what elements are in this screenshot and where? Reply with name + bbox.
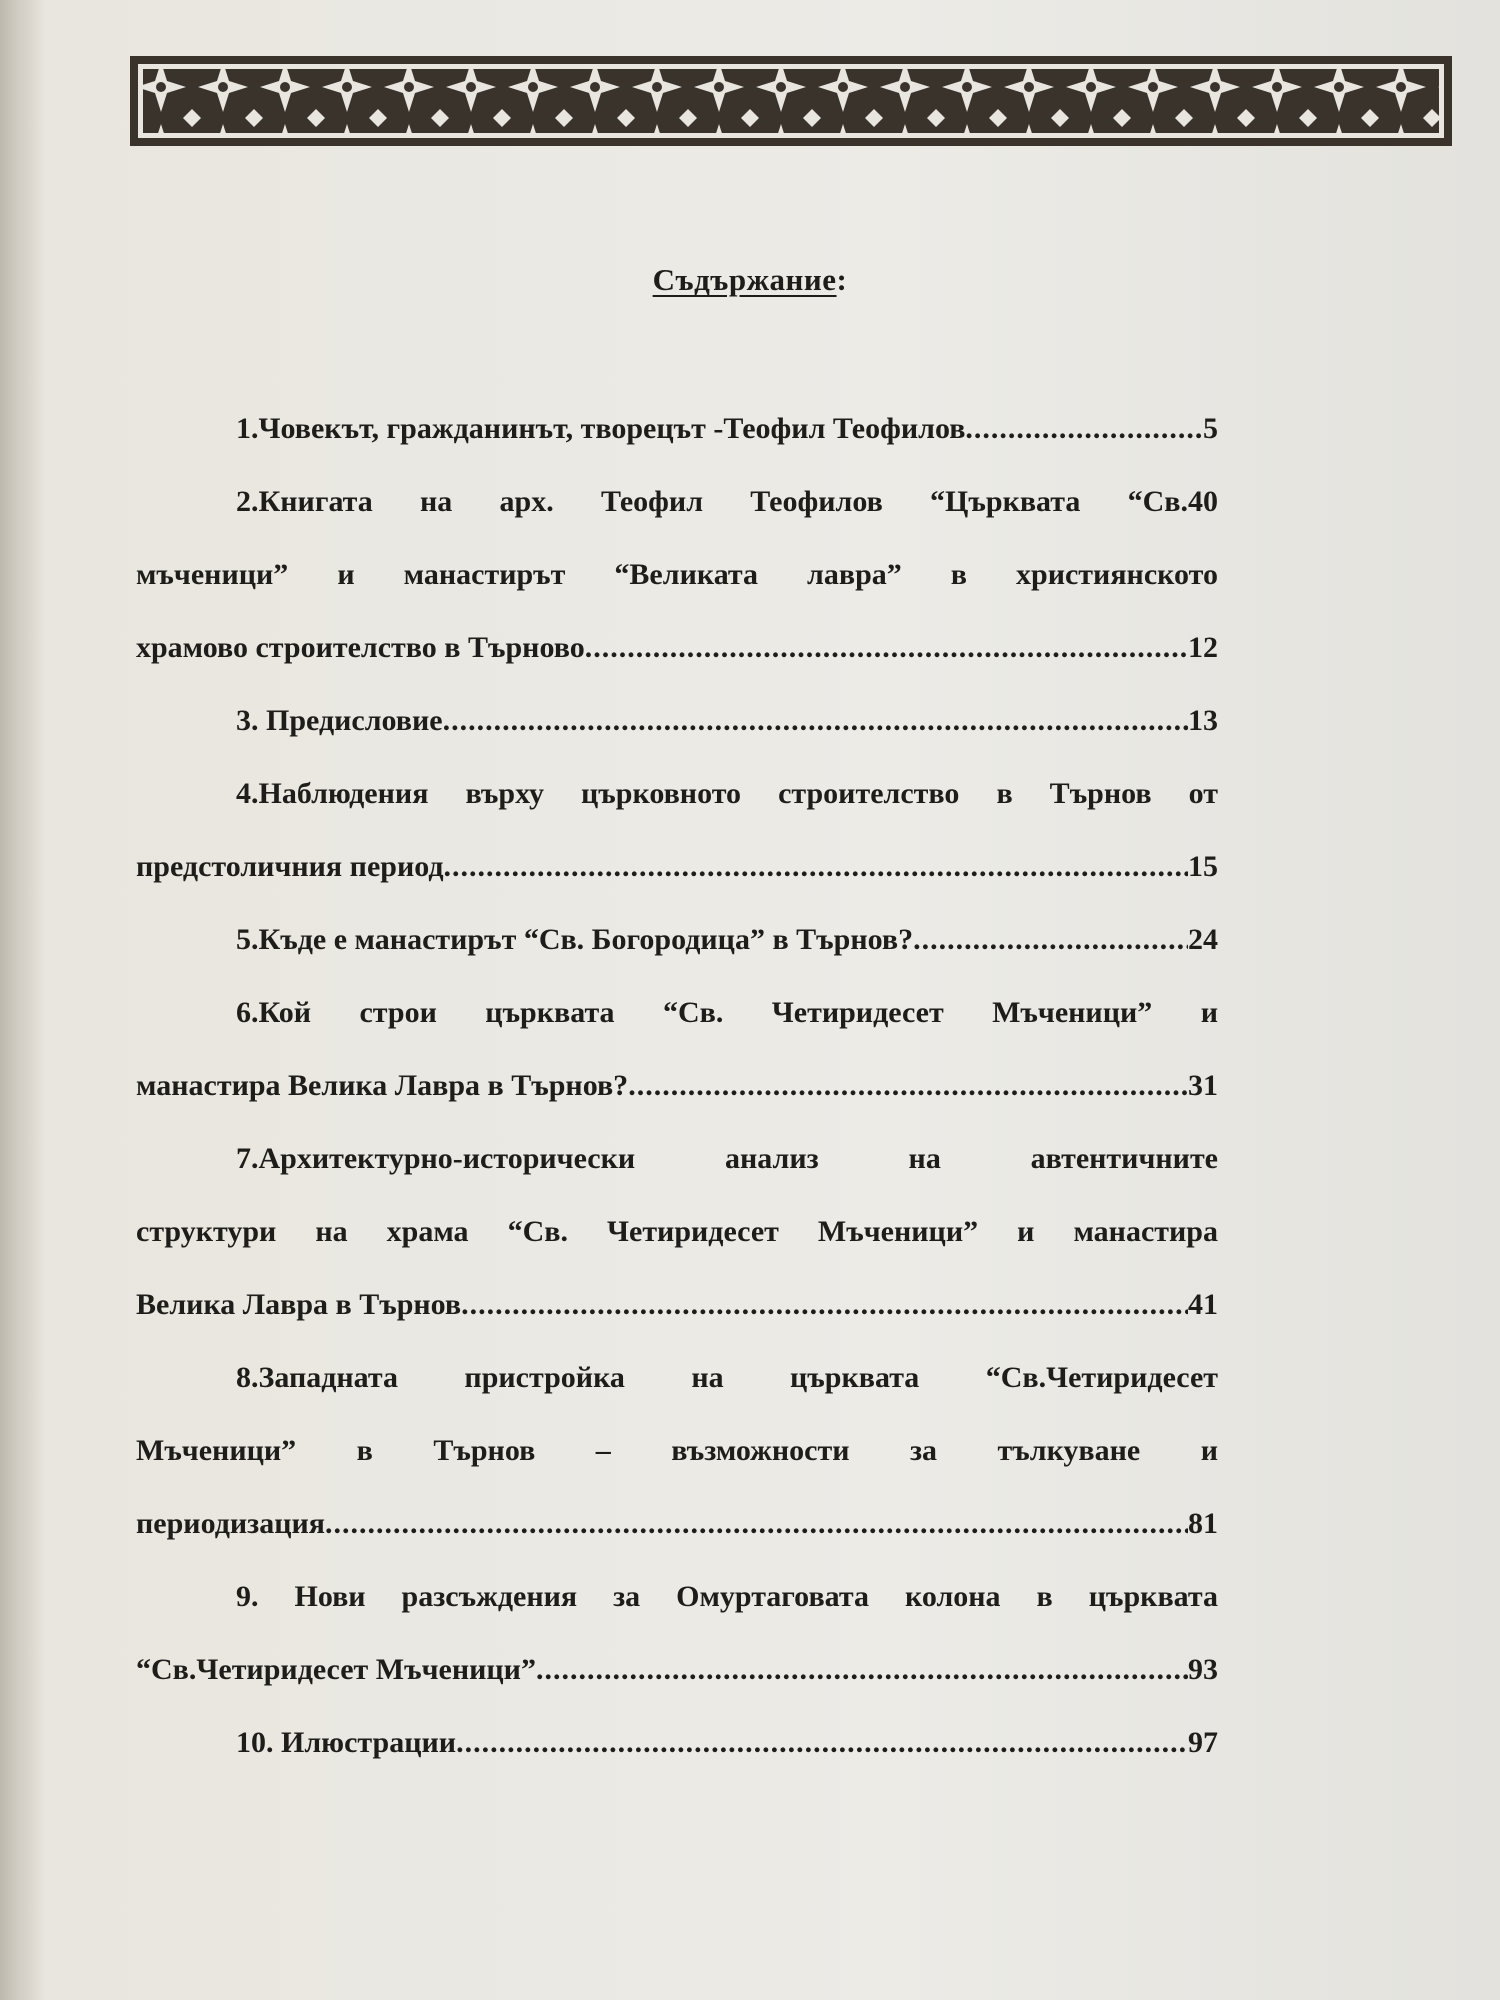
toc-page-number: 24 xyxy=(1188,923,1218,956)
toc-entry-line xyxy=(136,1560,1218,1633)
toc-entry-line xyxy=(136,757,1218,830)
toc-dot-leader xyxy=(443,684,1188,757)
toc-entry-text: 7.Архитектурно-исторически анализ на автентичните xyxy=(236,1142,1218,1175)
toc-dot-leader xyxy=(913,903,1188,976)
toc-entry-text: структури на храма “Св. Четиридесет Мъченици” и манастира xyxy=(136,1215,1218,1248)
toc-dot-leader xyxy=(456,1706,1188,1779)
toc-entry-text: 3. Предисловие xyxy=(236,704,443,737)
toc-entry-line xyxy=(136,611,1218,684)
toc-entry-text: 4.Наблюдения върху църковното строителство в Търнов от xyxy=(236,777,1218,810)
toc-page-number: 15 xyxy=(1188,850,1218,883)
toc-entry-text: 8.Западната пристройка на църквата “Св.Четиридесет xyxy=(236,1361,1218,1394)
page-title-text: Съдържание xyxy=(652,262,837,297)
toc-dot-leader xyxy=(325,1487,1188,1560)
toc-entry-line xyxy=(136,538,1218,611)
toc-entry-text: предстоличния период xyxy=(136,850,444,883)
toc-dot-leader xyxy=(536,1633,1188,1706)
toc-page-number: 5 xyxy=(1203,412,1218,445)
toc-entry-line xyxy=(136,392,1218,465)
toc-entry-line xyxy=(136,903,1218,976)
toc-entry-text: 10. Илюстрации xyxy=(236,1726,457,1759)
toc-dot-leader xyxy=(585,611,1188,684)
toc-page-number: 41 xyxy=(1188,1288,1218,1321)
toc-entry-line xyxy=(136,1195,1218,1268)
toc-entry-text: мъченици” и манастирът “Великата лавра” в християнското xyxy=(136,558,1218,591)
toc-entry-text: 6.Кой строи църквата “Св. Четиридесет Мъченици” и xyxy=(236,996,1218,1029)
toc-page-number: 12 xyxy=(1188,631,1218,664)
toc-entry-line xyxy=(136,1487,1218,1560)
toc-page-number: 81 xyxy=(1188,1507,1218,1540)
toc-entry-text: 5.Къде е манастирът “Св. Богородица” в Търнов? xyxy=(236,923,914,956)
toc-entry-text: манастира Велика Лавра в Търнов? xyxy=(136,1069,629,1102)
toc-entry-text: Мъченици” в Търнов – възможности за тълкуване и xyxy=(136,1434,1218,1467)
toc-page-number: 31 xyxy=(1188,1069,1218,1102)
toc-entry-line xyxy=(136,976,1218,1049)
toc-page-number: 97 xyxy=(1188,1726,1218,1759)
toc-entry-line xyxy=(136,830,1218,903)
page-title-colon: : xyxy=(836,262,848,297)
toc-entry-text: 2.Книгата на арх. Теофил Теофилов “Църквата “Св.40 xyxy=(236,485,1218,518)
toc-entry-line xyxy=(136,684,1218,757)
toc-entry-line xyxy=(136,1633,1218,1706)
toc-entry-text: Велика Лавра в Търнов xyxy=(136,1288,462,1321)
toc-entry-text: периодизация xyxy=(136,1507,326,1540)
toc-dot-leader xyxy=(628,1049,1188,1122)
toc-dot-leader xyxy=(444,830,1188,903)
toc-entry-line xyxy=(136,465,1218,538)
toc-entry-line xyxy=(136,1414,1218,1487)
page-gutter-shadow xyxy=(0,0,46,2000)
toc-entry-line xyxy=(136,1706,1218,1779)
toc-page-number: 93 xyxy=(1188,1653,1218,1686)
toc-entry-line xyxy=(136,1341,1218,1414)
toc-entry-line xyxy=(136,1122,1218,1195)
decorative-border-ornament xyxy=(130,56,1452,146)
page-title xyxy=(0,262,1500,298)
toc-entry-line xyxy=(136,1049,1218,1122)
toc-entry-text: 9. Нови разсъждения за Омуртаговата колона в църквата xyxy=(236,1580,1218,1613)
toc-page-number: 13 xyxy=(1188,704,1218,737)
toc-entry-text: 1.Човекът, гражданинът, творецът -Теофил Теофилов xyxy=(236,412,966,445)
toc-dot-leader xyxy=(965,392,1203,465)
toc-entry-text: храмово строителство в Търново xyxy=(136,631,585,664)
toc-dot-leader xyxy=(461,1268,1188,1341)
table-of-contents xyxy=(136,392,1218,1779)
toc-entry-line xyxy=(136,1268,1218,1341)
toc-entry-text: “Св.Четиридесет Мъченици” xyxy=(136,1653,536,1686)
